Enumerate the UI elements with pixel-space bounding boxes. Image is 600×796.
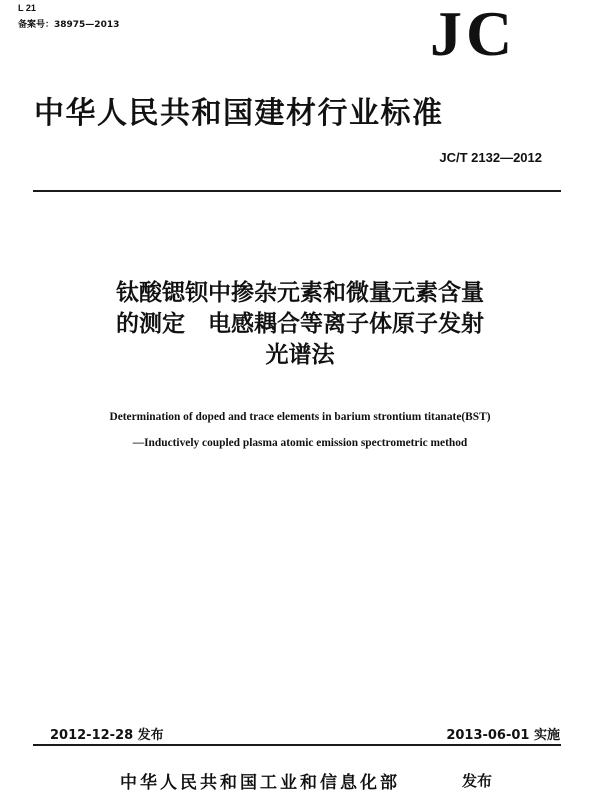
record-number: 备案号：38975—2013 [18,20,120,30]
english-title [20,404,580,456]
footer-divider [33,744,561,746]
standard-number: JC/T 2132—2012 [439,150,542,165]
classification-code: L 21 [18,3,36,13]
chinese-title [30,278,570,371]
chinese-title-line-3: 光谱法 [265,342,335,368]
english-title-line-2: —Inductively coupled plasma atomic emission spectrometric method [132,437,468,449]
issuer-action: 发布 [462,772,493,790]
standard-type-title: 中华人民共和国建材行业标准 [34,96,444,131]
english-title-line-1: Determination of doped and trace elements in barium strontium titanate(BST) [109,411,491,423]
implementation-date: 2013-06-01 实施 [446,728,560,743]
chinese-title-line-1: 钛酸锶钡中掺杂元素和微量元素含量 [116,280,484,306]
jc-logo: JC [430,0,517,69]
issue-date: 2012-12-28 发布 [50,728,164,743]
issuing-authority: 中华人民共和国工业和信息化部 [120,773,400,793]
header-divider [33,190,561,192]
chinese-title-line-2: 的测定 电感耦合等离子体原子发射 [116,311,484,337]
